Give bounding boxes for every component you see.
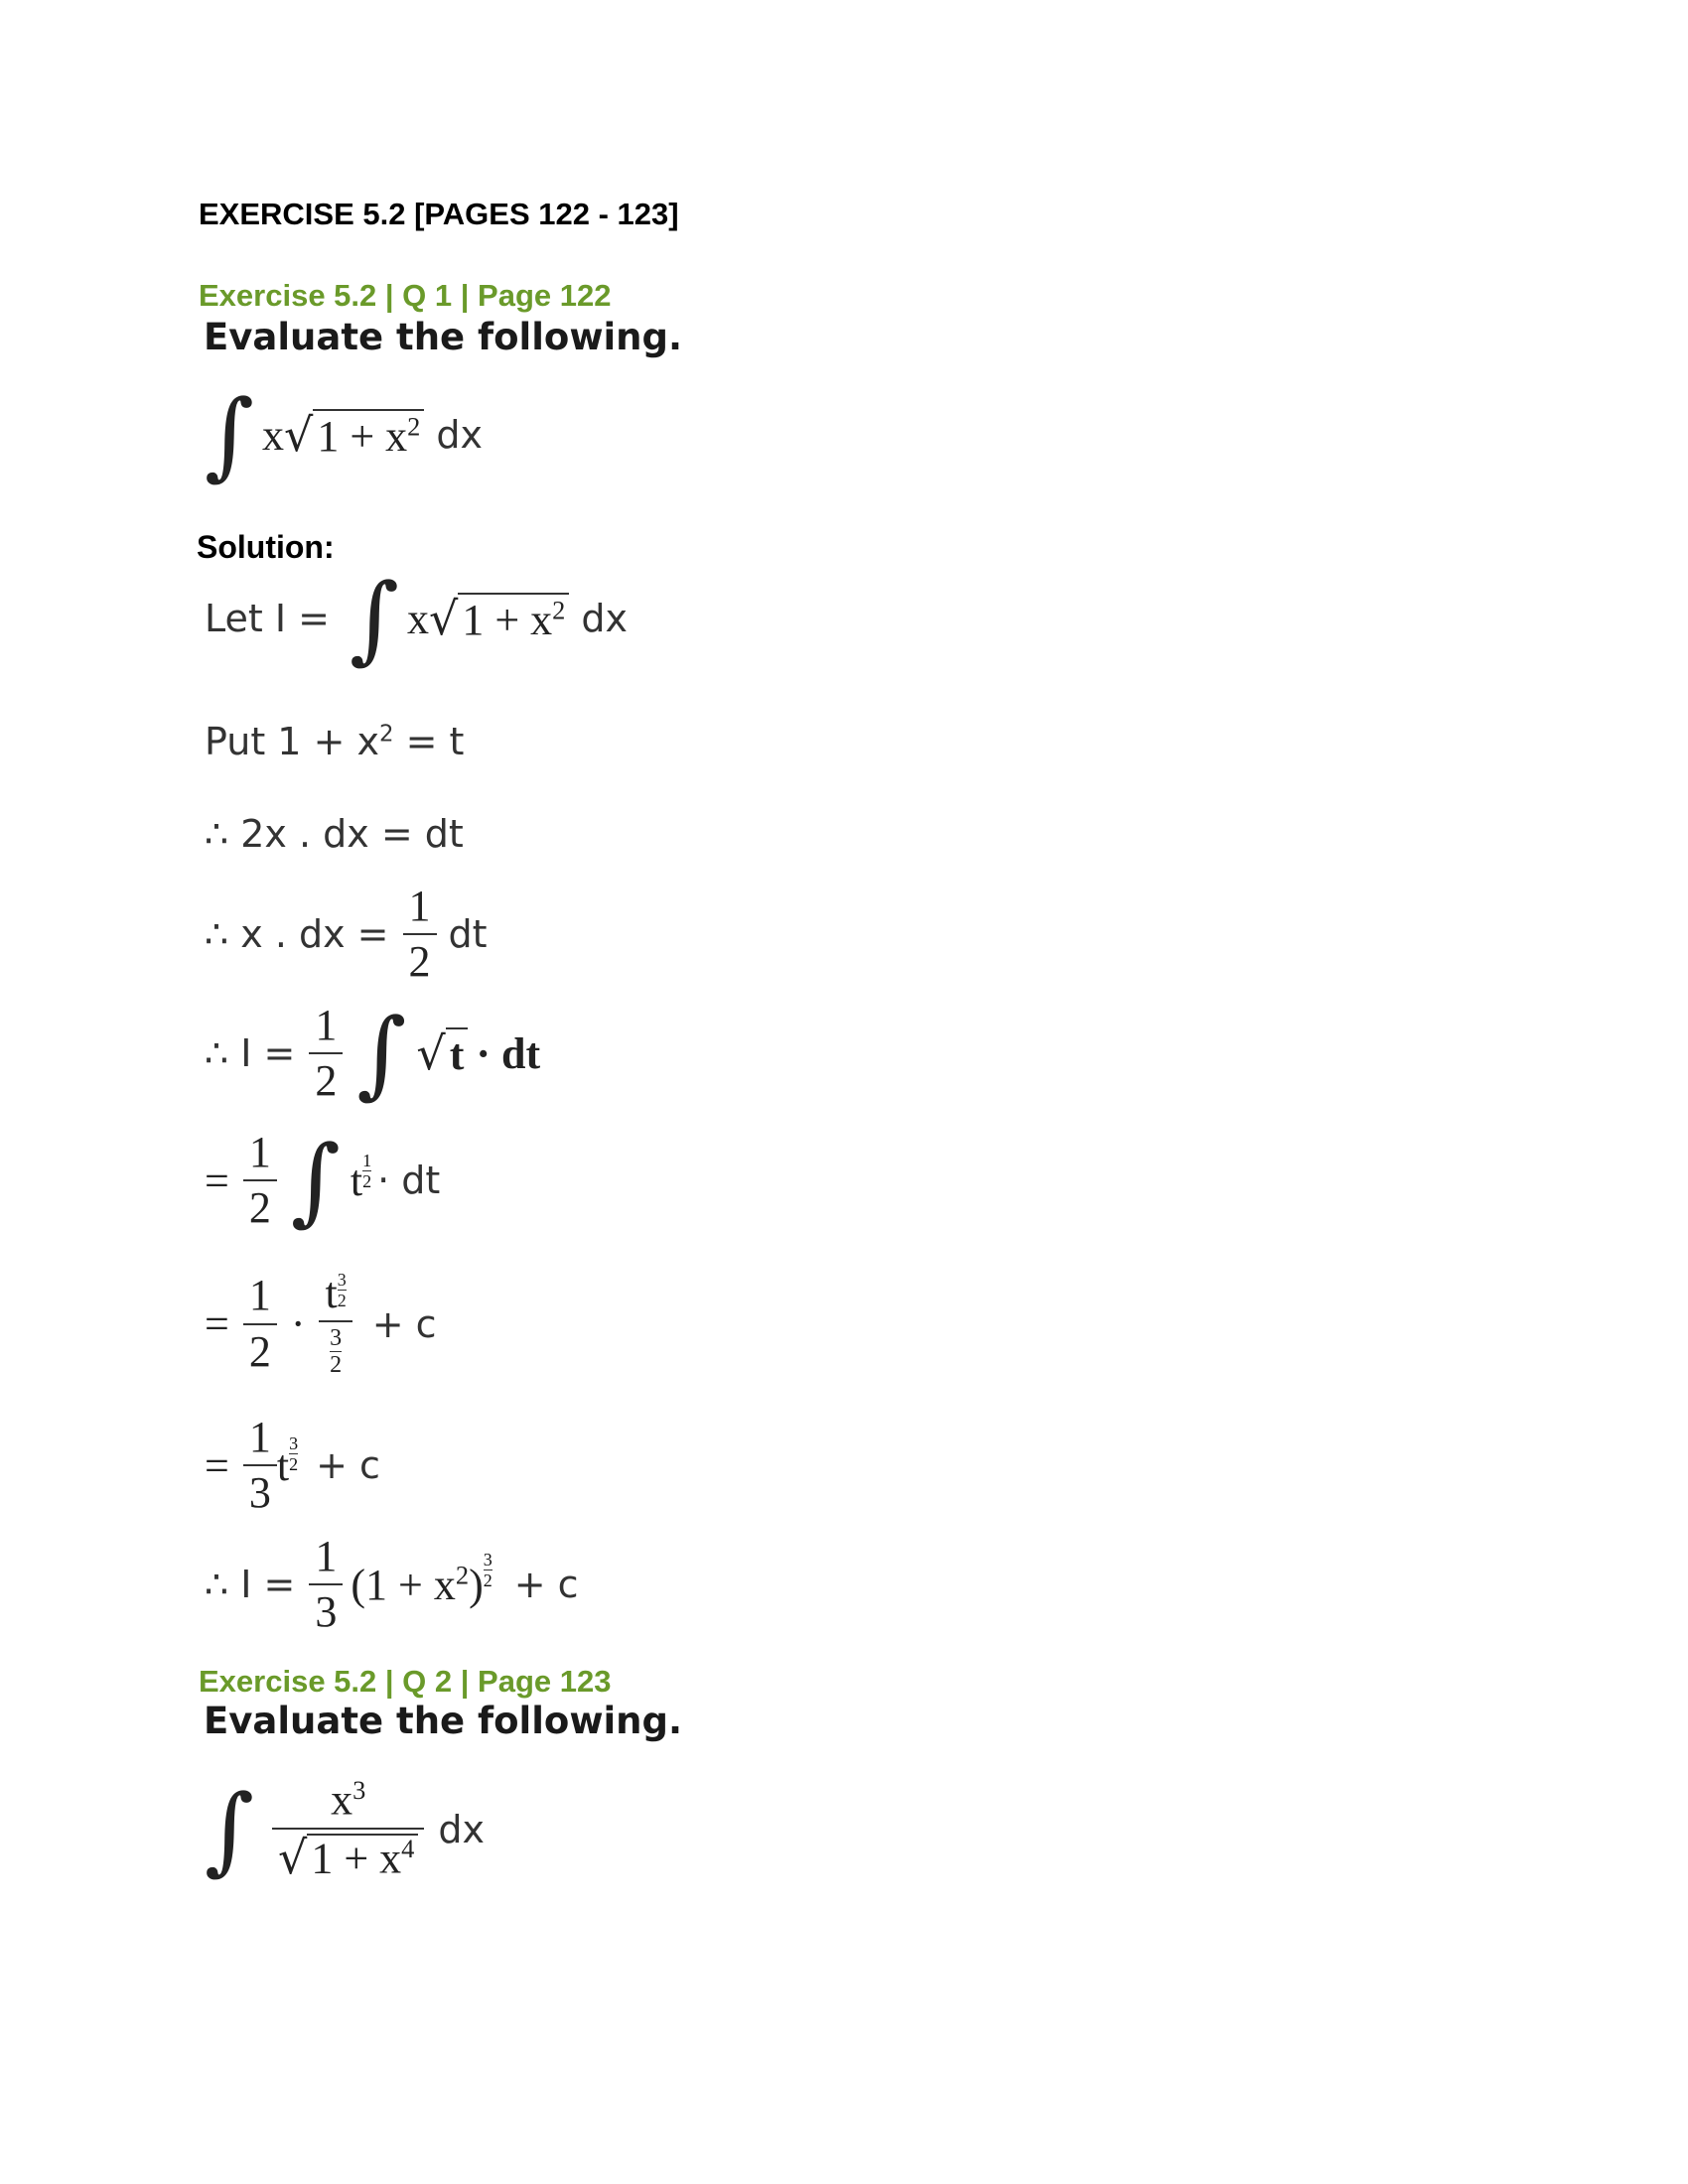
integrand-x: x: [262, 410, 285, 460]
plus-c: + c: [316, 1443, 380, 1488]
integrand-x: x: [407, 594, 430, 643]
dot-dt: · dt: [377, 1159, 441, 1203]
question-1-integral: [205, 379, 483, 490]
dot-dt: · dt: [476, 1028, 541, 1078]
step-2-text: ∴ 2x . dx = dt: [205, 812, 464, 856]
fraction-one-half: $\frac{1}{2}$: [243, 1273, 277, 1374]
question-1-reference[interactable]: Exercise 5.2 | Q 1 | Page 122: [199, 278, 612, 313]
dx: dx: [581, 597, 628, 640]
plus-c: + c: [513, 1563, 579, 1607]
equals: =: [205, 1299, 229, 1349]
exponent-three-halves: $\frac{3}{2}$: [483, 1549, 492, 1590]
numerator-exponent: 3: [352, 1775, 366, 1805]
solution-let-line: [205, 563, 628, 674]
put-text: Put 1 + x: [205, 720, 379, 763]
power-half-line: [205, 1125, 441, 1237]
fraction-one-third: $\frac{1}{3}$: [309, 1534, 343, 1635]
integral-sign: ∫: [290, 1125, 341, 1237]
final-lhs: ∴ I =: [205, 1563, 296, 1607]
half-dt-line: [205, 884, 488, 985]
dot: ·: [290, 1299, 306, 1349]
let-label: Let I =: [205, 597, 330, 640]
put-exponent: 2: [378, 721, 394, 748]
exercise-title: EXERCISE 5.2 [PAGES 122 - 123]: [199, 197, 679, 231]
radicand: 1 + x: [317, 412, 408, 461]
integral-sign: ∫: [205, 1774, 255, 1886]
fraction-one-half: $\frac{1}{2}$: [403, 884, 437, 985]
fraction-x3-over-sqrt: [272, 1777, 424, 1883]
fraction-t-power-over-three-halves: t $\frac{3}{2}$ $\frac{3}{2}$: [319, 1271, 352, 1377]
radicand: 1 + x: [311, 1834, 402, 1883]
exponent-three-halves: $\frac{3}{2}$: [289, 1433, 299, 1474]
dx: dx: [436, 413, 483, 457]
square-root-t: √ t: [416, 1026, 468, 1080]
fraction-one-third: $\frac{1}{3}$: [243, 1415, 277, 1516]
integral-sign: ∫: [356, 998, 407, 1110]
antiderivative-line: [205, 1271, 437, 1377]
exponent-one-half: $\frac{1}{2}$: [362, 1150, 372, 1191]
integral-sqrt-t-line: [205, 998, 541, 1110]
fraction-one-half: $\frac{1}{2}$: [243, 1130, 277, 1231]
step-3-lhs: ∴ x . dx =: [205, 912, 389, 957]
step-4-lhs: ∴ I =: [205, 1031, 296, 1076]
fraction-one-half: $\frac{1}{2}$: [309, 1003, 343, 1104]
put-rhs: = t: [393, 720, 465, 763]
radicand-exponent: 2: [552, 595, 566, 625]
question-2-integral: [205, 1774, 485, 1886]
integral-sign: ∫: [350, 563, 400, 674]
square-root: √ $1 + x^4$: [278, 1834, 418, 1882]
radicand: 1 + x: [462, 596, 553, 644]
differential-line: [205, 812, 464, 856]
t: t: [276, 1440, 290, 1490]
question-2-reference[interactable]: Exercise 5.2 | Q 2 | Page 123: [199, 1664, 612, 1699]
final-answer-line: [205, 1534, 579, 1635]
radicand-exponent: 4: [401, 1833, 415, 1863]
dt: dt: [448, 912, 488, 957]
final-paren-close: ): [469, 1560, 484, 1609]
plus-c: + c: [371, 1301, 437, 1346]
solution-label: Solution:: [197, 529, 335, 565]
simplified-line: [205, 1415, 380, 1516]
substitution-line: [205, 720, 464, 763]
radicand-exponent: 2: [407, 411, 421, 442]
t: t: [350, 1156, 363, 1205]
square-root: √ $1 + x^2$: [284, 408, 424, 462]
final-paren-exponent: 2: [455, 1560, 470, 1590]
dx: dx: [438, 1808, 485, 1852]
final-paren: (1 + x: [351, 1560, 456, 1609]
equals: =: [205, 1440, 229, 1490]
question-1-prompt: Evaluate the following.: [204, 316, 683, 358]
numerator: x: [331, 1775, 353, 1825]
square-root: √ $1 + x^2$: [429, 592, 569, 645]
equals: =: [205, 1156, 229, 1205]
question-2-prompt: Evaluate the following.: [204, 1700, 683, 1742]
integral-sign: ∫: [205, 379, 255, 490]
